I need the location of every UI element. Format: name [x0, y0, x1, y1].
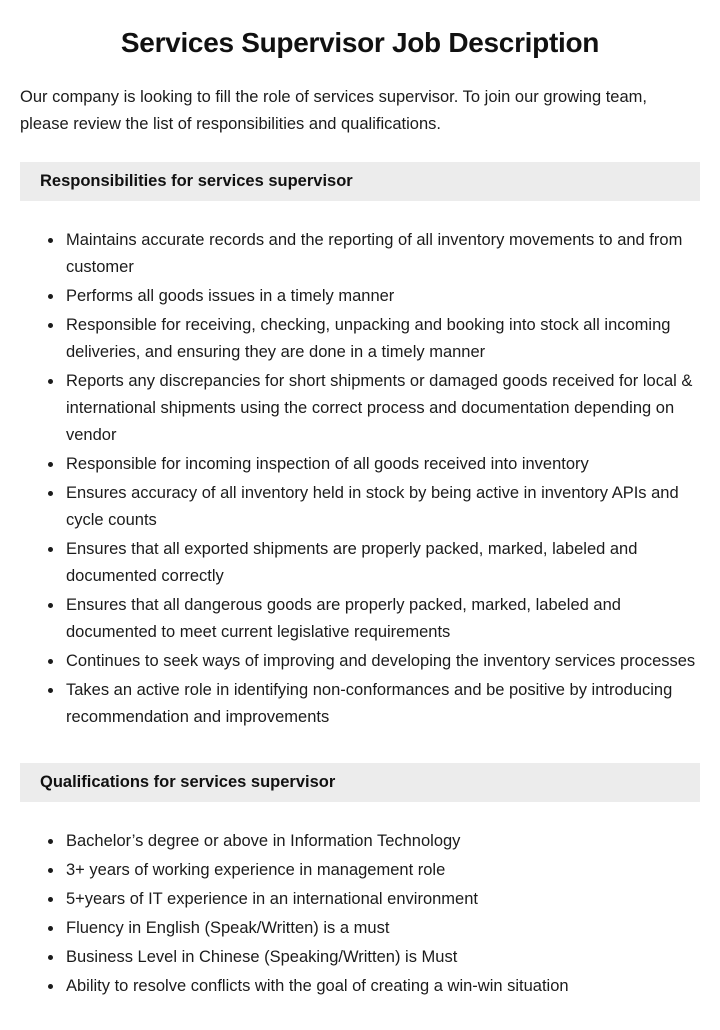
- qualifications-heading-text: Qualifications for services supervisor: [40, 773, 336, 791]
- responsibility-item: • Takes an active role in identifying non-conformances and be positive by introducing recommendation and improvements: [64, 677, 700, 731]
- qualification-item: • 3+ years of working experience in management role: [64, 857, 700, 884]
- responsibility-item: • Maintains accurate records and the reporting of all inventory movements to and from customer: [64, 227, 700, 281]
- responsibility-item: • Ensures that all dangerous goods are properly packed, marked, labeled and documented to meet current legislative requirements: [64, 592, 700, 646]
- qualifications-section-header: [20, 763, 700, 802]
- page-title: Services Supervisor Job Description: [120, 27, 600, 58]
- intro-paragraph: Our company is looking to fill the role of services supervisor. To join our growing team, please review the list of responsibilities and qualifications.: [20, 88, 647, 133]
- qualification-item: • Ability to resolve conflicts with the goal of creating a win-win situation: [64, 973, 700, 1000]
- responsibility-item: • Responsible for incoming inspection of all goods received into inventory: [64, 451, 700, 478]
- qualifications-list: [20, 828, 700, 1000]
- responsibility-item: • Ensures accuracy of all inventory held in stock by being active in inventory APIs and cycle counts: [64, 480, 700, 534]
- qualification-item: • Bachelor’s degree or above in Information Technology: [64, 828, 700, 855]
- responsibilities-heading-text: Responsibilities for services supervisor: [40, 172, 353, 190]
- responsibility-item: • Performs all goods issues in a timely manner: [64, 283, 700, 310]
- qualification-item: • Fluency in English (Speak/Written) is a must: [64, 915, 700, 942]
- qualification-item: • Business Level in Chinese (Speaking/Written) is Must: [64, 944, 700, 971]
- responsibilities-list: [20, 227, 700, 731]
- responsibility-item: • Responsible for receiving, checking, unpacking and booking into stock all incoming deliveries, and ensuring they are done in a timely manner: [64, 312, 700, 366]
- responsibility-item: • Continues to seek ways of improving and developing the inventory services processes: [64, 648, 700, 675]
- responsibility-item: • Ensures that all exported shipments are properly packed, marked, labeled and documented correctly: [64, 536, 700, 590]
- qualification-item: • 5+years of IT experience in an international environment: [64, 886, 700, 913]
- responsibility-item: • Reports any discrepancies for short shipments or damaged goods received for local & international shipments using the correct process and documentation depending on vendor: [64, 368, 700, 449]
- responsibilities-section-header: [20, 162, 700, 201]
